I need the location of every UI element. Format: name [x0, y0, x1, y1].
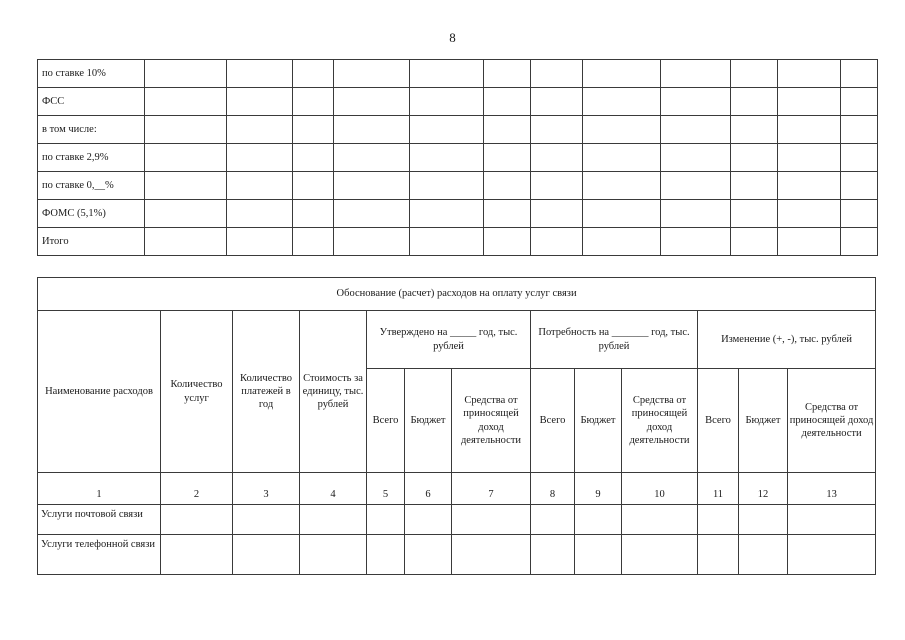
subheader-budget: Бюджет — [575, 369, 622, 473]
table-row — [38, 60, 878, 88]
table-row — [38, 535, 876, 575]
subheader-income: Средства от приносящей доход деятельности — [622, 369, 698, 473]
row-label: ФОМС (5,1%) — [38, 200, 145, 228]
column-numbers-row — [38, 473, 876, 505]
table-row — [38, 172, 878, 200]
row-label: Услуги почтовой связи — [38, 505, 161, 535]
column-number: 10 — [622, 473, 698, 505]
row-label: по ставке 2,9% — [38, 144, 145, 172]
subheader-income: Средства от приносящей доход деятельности — [788, 369, 876, 473]
insurance-contributions-table — [37, 59, 878, 256]
row-label: по ставке 0,__% — [38, 172, 145, 200]
table-row — [38, 144, 878, 172]
column-number: 3 — [233, 473, 300, 505]
table-row — [38, 200, 878, 228]
table-row — [38, 88, 878, 116]
subheader-income: Средства от приносящей доход деятельности — [452, 369, 531, 473]
column-number: 1 — [38, 473, 161, 505]
column-number: 11 — [698, 473, 739, 505]
header-change: Изменение (+, -), тыс. рублей — [698, 311, 876, 369]
row-label: Итого — [38, 228, 145, 256]
table-row — [38, 116, 878, 144]
table-title: Обоснование (расчет) расходов на оплату услуг связи — [38, 278, 876, 311]
column-number: 9 — [575, 473, 622, 505]
header-payments: Количество платежей в год — [233, 311, 300, 473]
subheader-budget: Бюджет — [739, 369, 788, 473]
subheader-budget: Бюджет — [405, 369, 452, 473]
header-approved: Утверждено на _____ год, тыс. рублей — [367, 311, 531, 369]
header-cost: Стоимость за единицу, тыс. рублей — [300, 311, 367, 473]
table-row — [38, 228, 878, 256]
header-name: Наименование расходов — [38, 311, 161, 473]
column-number: 13 — [788, 473, 876, 505]
row-label: ФСС — [38, 88, 145, 116]
subheader-total: Всего — [531, 369, 575, 473]
row-label: Услуги телефонной связи — [38, 535, 161, 575]
row-label: в том числе: — [38, 116, 145, 144]
page-number: 8 — [449, 30, 456, 45]
header-quantity: Количество услуг — [161, 311, 233, 473]
column-number: 7 — [452, 473, 531, 505]
column-number: 2 — [161, 473, 233, 505]
column-number: 12 — [739, 473, 788, 505]
column-number: 5 — [367, 473, 405, 505]
subheader-total: Всего — [698, 369, 739, 473]
row-label: по ставке 10% — [38, 60, 145, 88]
communication-expenses-table — [37, 277, 876, 575]
column-number: 6 — [405, 473, 452, 505]
header-need: Потребность на _______ год, тыс. рублей — [531, 311, 698, 369]
table-row — [38, 505, 876, 535]
column-number: 4 — [300, 473, 367, 505]
column-number: 8 — [531, 473, 575, 505]
subheader-total: Всего — [367, 369, 405, 473]
